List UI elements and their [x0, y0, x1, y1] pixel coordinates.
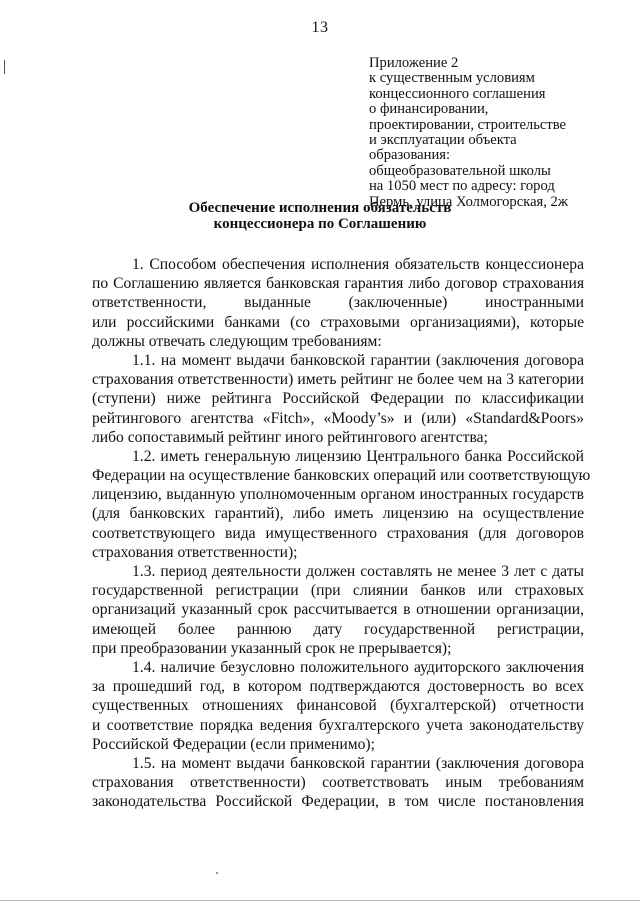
body-line: 1.4. наличие безусловно положительного аудиторского заключения — [132, 658, 584, 676]
body-line: 1.1. на момент выдачи банковской гарантии (заключения договора — [132, 351, 584, 369]
appendix-line: образования: — [369, 147, 451, 164]
body-line: 1.3. период деятельности должен составлять не менее 3 лет с даты — [132, 563, 584, 580]
appendix-line: Пермь, улица Холмогорская, 2ж — [369, 193, 568, 210]
appendix-line: концессионного соглашения — [369, 85, 546, 102]
body-line: или российскими банками (со страховыми организациями), которые — [92, 313, 584, 331]
section-heading — [0, 200, 640, 232]
appendix-line: Приложение 2 — [369, 55, 459, 71]
body-line: и соответствие порядка ведения бухгалтерского учета законодательству — [92, 716, 584, 734]
body-line: Федерации на осуществление банковских операций или соответствующую — [92, 467, 591, 485]
heading-line: концессионера по Соглашению — [213, 216, 427, 232]
page-bottom-edge — [0, 900, 640, 901]
body-line: страхования ответственности); — [92, 543, 298, 561]
body-line: Российской Федерации (если применимо); — [92, 735, 375, 753]
body-line: ответственности, выданные (заключенные) иностранными — [92, 294, 584, 312]
body-line: страхования ответственности) иметь рейтинг не более чем на 3 категории — [92, 371, 584, 389]
appendix-line: и эксплуатации объекта — [369, 132, 517, 149]
body-line: соответствующего вида имущественного страхования (для договоров — [92, 524, 584, 542]
body-line: страхования ответственности) соответствовать иным требованиям — [92, 774, 584, 792]
body-line: за прошедший год, в котором подтверждаются достоверность во всех — [92, 678, 584, 696]
appendix-line: к существенным условиям — [369, 70, 535, 87]
body-line: либо сопоставимый рейтинг иного рейтингового агентства; — [92, 428, 488, 446]
scan-speck — [216, 872, 218, 874]
appendix-line: на 1050 мест по адресу: город — [369, 178, 555, 195]
body-line: по Соглашению является банковская гарантия либо договор страхования — [92, 275, 584, 293]
appendix-note — [369, 56, 619, 210]
appendix-line: о финансировании, — [369, 101, 489, 118]
body-line: существенных отношениях финансовой (бухгалтерской) отчетности — [92, 697, 584, 715]
body-line: (для банковских гарантий), либо иметь лицензию на осуществление — [92, 505, 584, 523]
page-number: 13 — [311, 19, 329, 36]
body-line: государственной регистрации (при слиянии банков или страховых — [92, 582, 584, 600]
body-line: при преобразовании указанный срок не прерывается); — [92, 639, 452, 657]
body-text — [92, 255, 591, 811]
body-line: 1.2. иметь генеральную лицензию Центрального банка Российской — [132, 447, 584, 465]
body-line: имеющей более раннюю дату государственной регистрации, — [92, 620, 584, 638]
body-line: 1. Способом обеспечения исполнения обязательств концессионера — [132, 256, 584, 273]
body-line: организаций указанный срок рассчитывается в отношении организации, — [92, 601, 584, 619]
appendix-line: проектировании, строительстве — [369, 116, 567, 133]
body-line: должны отвечать следующим требованиям: — [92, 332, 382, 350]
heading-line: Обеспечение исполнения обязательств — [188, 200, 452, 216]
margin-mark — [4, 60, 5, 74]
body-line: рейтингового агентства «Fitch», «Moody’s» и (или) «Standard&Poors» — [92, 409, 584, 427]
body-line: лицензию, выданную уполномоченным органом иностранных государств — [92, 486, 584, 504]
appendix-line: общеобразовательной школы — [369, 162, 551, 179]
body-line: (ступени) ниже рейтинга Российской Федерации по классификации — [92, 390, 584, 408]
body-line: 1.5. на момент выдачи банковской гарантии (заключения договора — [132, 754, 584, 772]
body-line: законодательства Российской Федерации, в том числе постановления — [92, 793, 584, 811]
